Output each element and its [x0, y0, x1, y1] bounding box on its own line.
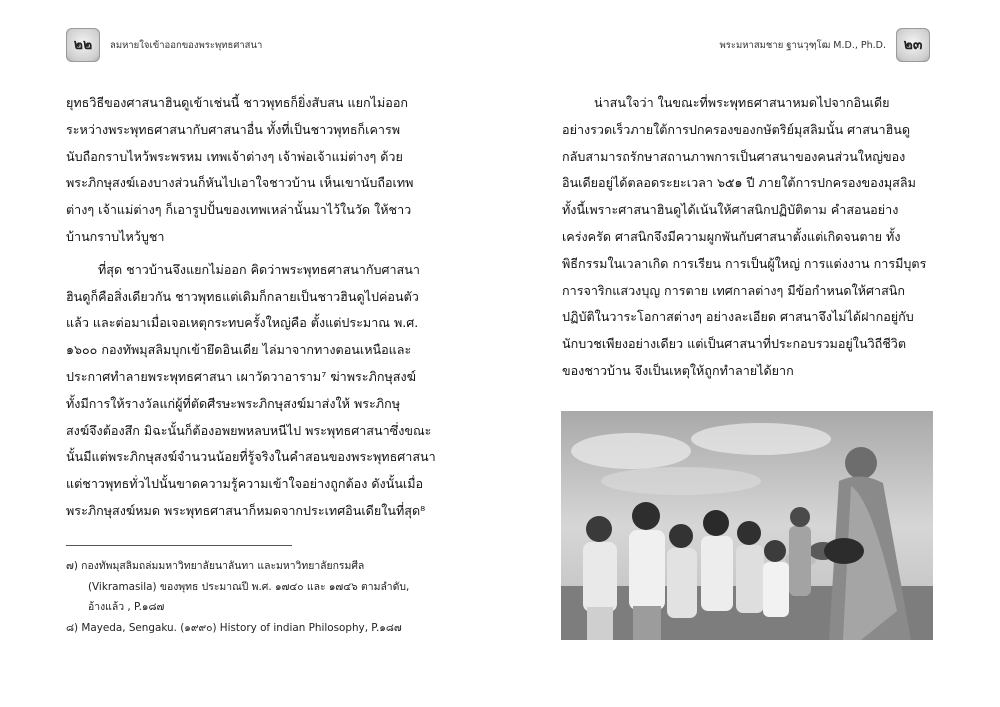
text-line: แล้ว และต่อมาเมื่อเจอเหตุกระทบครั้งใหญ่คือ ตั้งแต่ประมาณ พ.ศ. [66, 315, 419, 331]
footnote-line: (Vikramasila) ของพุทธ ประมาณปี พ.ศ. ๑๗๔๐ และ ๑๗๔๖ ตามลำดับ, [88, 580, 410, 593]
text-line: บ้านกราบไหว้บูชา [66, 228, 165, 244]
left-body-text [66, 90, 446, 525]
page-number-badge: ๒๓ [896, 28, 930, 62]
text-line: ๑๖๐๐ กองทัพมุสลิมบุกเข้ายึดอินเดีย ไล่มาจากทางตอนเหนือและ [66, 342, 412, 358]
text-line: เคร่งครัด ศาสนิกจึงมีความผูกพันกับศาสนาตั้งแต่เกิดจนตาย ทั้ง [562, 228, 901, 244]
paragraph [66, 90, 446, 251]
text-line: ทั้งนี้เพราะศาสนาฮินดูได้เน้นให้ศาสนิกปฏิบัติตาม คำสอนอย่าง [562, 202, 899, 218]
left-page-header [66, 28, 262, 62]
text-line: พิธีกรรมในเวลาเกิด การเรียน การเป็นผู้ใหญ่ การแต่งงาน การมีบุตร [562, 255, 927, 271]
paragraph [562, 90, 935, 385]
footnote-divider [66, 545, 292, 546]
text-line: แต่ชาวพุทธทั่วไปนั้นขาดความรู้ความเข้าใจอย่างถูกต้อง ดังนั้นเมื่อ [66, 476, 424, 492]
text-line: ระหว่างพระพุทธศาสนากับศาสนาอื่น ทั้งที่เป็นชาวพุทธก็เคารพ [66, 121, 401, 137]
text-line: ประกาศทำลายพระพุทธศาสนา เผาวัดวาอาราม⁷ ฆ่าพระภิกษุสงฆ์ [66, 368, 416, 384]
running-title: ลมหายใจเข้าออกของพระพุทธศาสนา [110, 39, 263, 51]
text-line: กลับสามารถรักษาสถานภาพการเป็นศาสนาของคนส่วนใหญ่ของ [562, 148, 906, 164]
text-line: ยุทธวิธีของศาสนาฮินดูเข้าเช่นนี้ ชาวพุทธก็ยิ่งสับสน แยกไม่ออก [66, 95, 409, 110]
text-line: อินเดียอยู่ได้ตลอดระยะเวลา ๖๕๑ ปี ภายใต้การปกครองของมุสลิม [562, 175, 916, 191]
running-title: พระมหาสมชาย ฐานวุฑฺโฒ M.D., Ph.D. [719, 39, 886, 51]
footnote-line: อ้างแล้ว , P.๑๘๗ [88, 601, 165, 613]
photo-illustration [561, 411, 933, 640]
text-line: ต่างๆ เจ้าแม่ต่างๆ ก็เอารูปปั้นของเทพเหล่านั้นมาไว้ในวัด ให้ชาว [66, 202, 412, 218]
text-line: ปฏิบัติในวาระโอกาสต่างๆ อย่างละเอียด ศาสนาจึงไม่ได้ฝากอยู่กับ [562, 309, 914, 325]
alms-giving-photo [561, 411, 933, 640]
page-number-badge: ๒๒ [66, 28, 100, 62]
footnote-line: ๗) กองทัพมุสลิมถล่มมหาวิทยาลัยนาลันทา และมหาวิทยาลัยกรมศีล [66, 560, 365, 572]
text-line: ทั้งมีการให้รางวัลแก่ผู้ที่ตัดศีรษะพระภิกษุสงฆ์มาส่งให้ พระภิกษุ [66, 395, 401, 411]
paragraph [66, 257, 446, 525]
text-line: การจาริกแสวงบุญ การตาย เทศกาลต่างๆ มีข้อกำหนดให้ศาสนิก [562, 282, 906, 298]
text-line: ของชาวบ้าน จึงเป็นเหตุให้ถูกทำลายได้ยาก [562, 362, 794, 378]
text-line: น่าสนใจว่า ในขณะที่พระพุทธศาสนาหมดไปจากอินเดีย [594, 95, 890, 110]
text-line: ที่สุด ชาวบ้านจึงแยกไม่ออก คิดว่าพระพุทธศาสนากับศาสนา [98, 261, 420, 277]
text-line: นั้นมีแต่พระภิกษุสงฆ์จำนวนน้อยที่รู้จริงในคำสอนของพระพุทธศาสนา [66, 449, 436, 465]
footnote-line: ๘) Mayeda, Sengaku. (๑๙๙๐) History of indian Philosophy, P.๑๘๗ [66, 621, 402, 634]
text-line: นับถือกราบไหว้พระพรหม เทพเจ้าต่างๆ เจ้าพ่อเจ้าแม่ต่างๆ ด้วย [66, 148, 403, 164]
footnotes [66, 556, 446, 638]
text-line: พระภิกษุสงฆ์หมด พระพุทธศาสนาก็หมดจากประเทศอินเดียในที่สุด⁸ [66, 502, 426, 518]
text-line: นักบวชเพียงอย่างเดียว แต่เป็นศาสนาที่ประกอบรวมอยู่ในวิถีชีวิต [562, 336, 907, 352]
right-body-text [562, 90, 935, 385]
text-line: อย่างรวดเร็วภายใต้การปกครองของกษัตริย์มุสลิมนั้น ศาสนาฮินดู [562, 121, 911, 137]
text-line: ฮินดูก็คือสิ่งเดียวกัน ชาวพุทธแต่เดิมก็กลายเป็นชาวฮินดูไปค่อนตัว [66, 288, 419, 304]
text-line: พระภิกษุสงฆ์เองบางส่วนก็หันไปเอาใจชาวบ้าน เห็นเขานับถือเทพ [66, 175, 414, 191]
right-page-header [720, 28, 930, 62]
text-line: สงฆ์จึงต้องสึก มิฉะนั้นก็ต้องอพยพหลบหนีไป พระพุทธศาสนาซึ่งขณะ [66, 422, 432, 438]
